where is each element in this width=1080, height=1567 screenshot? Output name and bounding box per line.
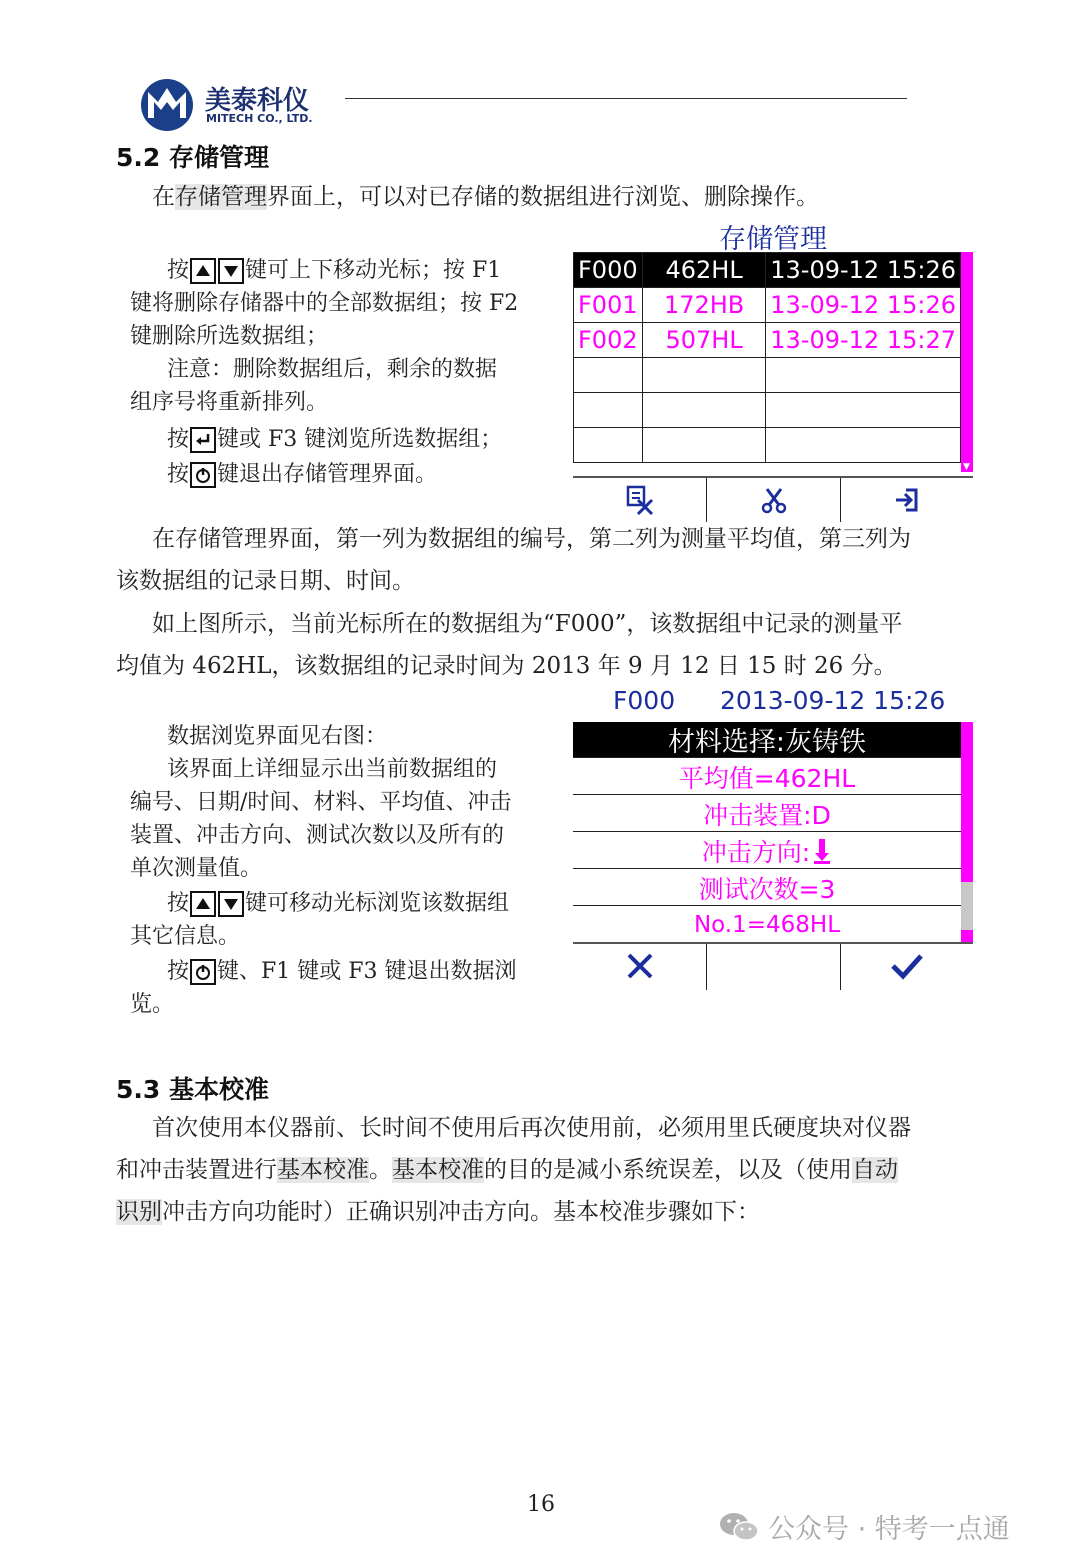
- text-exit-browse: 键、F1 键或 F3 键退出数据浏: [217, 959, 517, 984]
- header-rule: [345, 98, 907, 99]
- table-row[interactable]: [574, 393, 961, 428]
- para2-line1: 在存储管理界面，第一列为数据组的编号，第二列为测量平均值，第三列为: [152, 526, 911, 552]
- para-current-cursor: [116, 603, 966, 687]
- table-row[interactable]: [574, 288, 961, 323]
- table-row[interactable]: [574, 358, 961, 393]
- section-heading-5-3: 5.3 基本校准: [116, 1075, 269, 1104]
- row-avg: 507HL: [642, 323, 765, 358]
- row-time: 13-09-12 15:26: [766, 288, 961, 323]
- row-id: F000: [574, 253, 643, 288]
- calib-line3: 冲击方向功能时）正确识别冲击方向。基本校准步骤如下：: [162, 1199, 760, 1225]
- row-avg: 172HB: [642, 288, 765, 323]
- section-heading-5-2: 5.2 存储管理: [116, 143, 269, 172]
- f3-softkey[interactable]: [841, 944, 973, 988]
- device-value: 冲击装置:D: [703, 800, 831, 830]
- section-5-2-intro: [152, 176, 819, 218]
- para-columns-description: [116, 518, 966, 602]
- text-detail-4: 单次测量值。: [130, 856, 263, 881]
- power-key-icon: [190, 462, 216, 488]
- section-5-3-paragraph: [116, 1107, 976, 1233]
- wechat-watermark: [718, 1507, 1010, 1546]
- list-item[interactable]: [573, 722, 961, 758]
- company-name-cn: 美泰科仪: [205, 86, 310, 116]
- scrollbar[interactable]: [961, 722, 973, 882]
- text-detail-1: 该界面上详细显示出当前数据组的: [167, 757, 498, 782]
- group-id: F000: [613, 686, 676, 715]
- storage-instructions: [130, 254, 550, 491]
- wechat-icon: [718, 1509, 760, 1545]
- text-browse: 键或 F3 键浏览所选数据组；: [217, 427, 503, 452]
- text-detail-3: 装置、冲击方向、测试次数以及所有的: [130, 823, 505, 848]
- row-time: 13-09-12 15:26: [766, 253, 961, 288]
- up-key-icon: [190, 258, 216, 284]
- calib-highlight-2: 基本校准: [392, 1157, 484, 1183]
- browse-softkey-bar: [573, 942, 973, 990]
- browse-instructions: [130, 720, 550, 1021]
- f1-softkey[interactable]: [573, 478, 706, 522]
- down-key-icon: [218, 258, 244, 284]
- text-press-3: 按: [167, 462, 190, 487]
- text-press-4: 按: [167, 891, 190, 916]
- watermark-text: 公众号 · 特考一点通: [768, 1514, 1010, 1545]
- scrollbar-down-arrow[interactable]: ▼: [963, 462, 970, 472]
- text-renumber: 组序号将重新排列。: [130, 390, 329, 415]
- f2-softkey[interactable]: [707, 944, 840, 988]
- measurement-1: No.1=468HL: [693, 911, 841, 938]
- storage-screen: [573, 252, 973, 492]
- down-key-icon: [218, 891, 244, 917]
- material-value: 材料选择:灰铸铁: [667, 727, 867, 758]
- enter-icon: [892, 485, 922, 515]
- calib-highlight-1: 基本校准: [277, 1157, 369, 1183]
- group-datetime: 2013-09-12 15:26: [720, 686, 946, 715]
- calib-line2-c: 的目的是减小系统误差，以及（使用: [484, 1157, 852, 1183]
- text-f2-delete: 键删除所选数据组；: [130, 324, 329, 349]
- direction-value: 冲击方向:: [701, 837, 811, 867]
- scrollbar-track[interactable]: [961, 882, 973, 930]
- text-f1-delete: 键将删除存储器中的全部数据组；按 F2: [130, 291, 519, 316]
- list-item[interactable]: [573, 796, 961, 832]
- scrollbar[interactable]: [961, 252, 973, 472]
- browse-screen: [573, 722, 973, 942]
- para2-line2: 该数据组的记录日期、时间。: [116, 568, 415, 594]
- text-move-cursor: 键可上下移动光标；按 F1: [245, 258, 502, 283]
- storage-softkey-bar: [573, 476, 973, 522]
- up-key-icon: [190, 891, 216, 917]
- text-press-5: 按: [167, 959, 190, 984]
- calib-line2-b: 。: [369, 1157, 392, 1183]
- table-row[interactable]: [574, 253, 961, 288]
- company-logo: [140, 78, 194, 132]
- impact-down-icon: [812, 837, 832, 865]
- table-row[interactable]: [574, 323, 961, 358]
- text-browse-end: 览。: [130, 992, 175, 1017]
- list-item[interactable]: [573, 870, 961, 906]
- intro-highlight: 存储管理: [175, 184, 267, 210]
- check-icon: [890, 951, 924, 981]
- row-id: F001: [574, 288, 643, 323]
- row-time: 13-09-12 15:27: [766, 323, 961, 358]
- calib-highlight-4: 识别: [116, 1199, 162, 1225]
- intro-post: 界面上，可以对已存储的数据组进行浏览、删除操作。: [267, 184, 819, 210]
- list-item[interactable]: [573, 907, 961, 943]
- table-row[interactable]: [574, 428, 961, 463]
- text-note: 注意：删除数据组后，剩余的数据: [167, 357, 498, 382]
- company-name-en: MITECH CO., LTD.: [206, 112, 313, 125]
- list-item[interactable]: [573, 759, 961, 795]
- calib-line1: 首次使用本仪器前、长时间不使用后再次使用前，必须用里氏硬度块对仪器: [152, 1115, 911, 1141]
- count-value: 测试次数=3: [698, 874, 836, 904]
- close-icon: [625, 951, 655, 981]
- average-value: 平均值=462HL: [678, 763, 856, 793]
- text-browse-title: 数据浏览界面见右图：: [167, 724, 388, 749]
- para3-line1: 如上图所示，当前光标所在的数据组为“F000”，该数据组中记录的测量平: [152, 611, 903, 637]
- intro-pre: 在: [152, 184, 175, 210]
- f1-softkey[interactable]: [573, 944, 706, 988]
- storage-screen-title: 存储管理: [719, 224, 827, 255]
- text-move-browse: 键可移动光标浏览该数据组: [245, 891, 510, 916]
- para3-line2: 均值为 462HL，该数据组的记录时间为 2013 年 9 月 12 日 15 时 26 分。: [116, 653, 897, 679]
- text-press-2: 按: [167, 427, 190, 452]
- delete-all-icon: [624, 484, 656, 516]
- list-item[interactable]: [573, 833, 961, 869]
- row-avg: 462HL: [642, 253, 765, 288]
- enter-key-icon: [190, 427, 216, 453]
- text-press: 按: [167, 258, 190, 283]
- calib-line2-a: 和冲击装置进行: [116, 1157, 277, 1183]
- text-other-info: 其它信息。: [130, 924, 241, 949]
- row-id: F002: [574, 323, 643, 358]
- text-detail-2: 编号、日期/时间、材料、平均值、冲击: [130, 790, 512, 815]
- scrollbar-down-arrow[interactable]: [961, 930, 973, 942]
- page-number: 16: [527, 1492, 555, 1517]
- f2-softkey[interactable]: [707, 478, 840, 522]
- text-exit: 键退出存储管理界面。: [217, 462, 438, 487]
- power-key-icon: [190, 959, 216, 985]
- calib-highlight-3: 自动: [852, 1157, 898, 1183]
- scissors-icon: [759, 485, 789, 515]
- f3-softkey[interactable]: [841, 478, 973, 522]
